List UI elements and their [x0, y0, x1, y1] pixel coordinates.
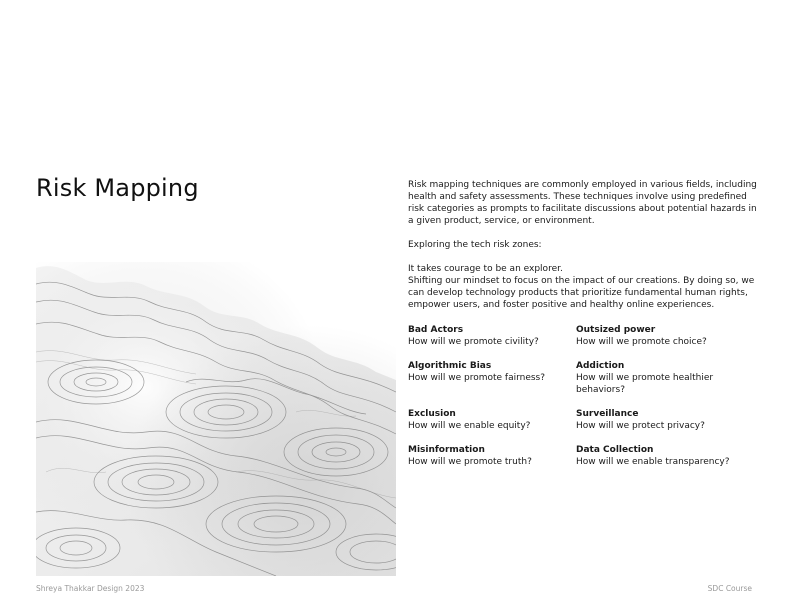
zone-item — [576, 360, 760, 396]
zone-name: Exclusion — [408, 409, 456, 419]
zone-question: How will we protect privacy? — [576, 421, 705, 431]
zone-question: How will we enable equity? — [408, 421, 531, 431]
zone-question: How will we promote healthier behaviors? — [576, 373, 714, 395]
zone-question: How will we promote fairness? — [408, 373, 546, 383]
zone-question: How will we promote truth? — [408, 457, 532, 467]
zone-item — [576, 324, 760, 348]
zone-item — [408, 444, 576, 468]
zone-name: Surveillance — [576, 409, 639, 419]
zone-name: Addiction — [576, 361, 625, 371]
zone-name: Outsized power — [576, 325, 656, 335]
zone-item — [576, 408, 760, 432]
risk-zones-grid — [408, 324, 768, 468]
page-title: Risk Mapping — [36, 174, 199, 202]
zone-question: How will we promote choice? — [576, 337, 707, 347]
footer-course: SDC Course — [707, 584, 752, 593]
zone-question: How will we enable transparency? — [576, 457, 730, 467]
zone-question: How will we promote civility? — [408, 337, 539, 347]
zone-item — [408, 360, 576, 396]
intro-paragraph: Risk mapping techniques are commonly employed in various fields, including health and safety assessments. These techniques involve using predefined risk categories as prompts to facilitate discussions about potential hazards in a given product, service, or environment. — [408, 180, 757, 226]
zone-item — [408, 324, 576, 348]
zone-item — [576, 444, 760, 468]
footer-credit: Shreya Thakkar Design 2023 — [36, 584, 145, 593]
topographic-terrain-image — [36, 262, 396, 576]
courage-line: It takes courage to be an explorer. — [408, 264, 563, 274]
description-block — [408, 179, 760, 311]
exploring-line: Exploring the tech risk zones: — [408, 240, 542, 250]
mindset-paragraph: Shifting our mindset to focus on the impact of our creations. By doing so, we can develop technology products that prioritize fundamental human rights, empower users, and foster positive and healthy online experiences. — [408, 276, 755, 310]
zone-name: Misinformation — [408, 445, 485, 455]
zone-name: Bad Actors — [408, 325, 464, 335]
zone-name: Data Collection — [576, 445, 654, 455]
zone-item — [408, 408, 576, 432]
zone-name: Algorithmic Bias — [408, 361, 492, 371]
